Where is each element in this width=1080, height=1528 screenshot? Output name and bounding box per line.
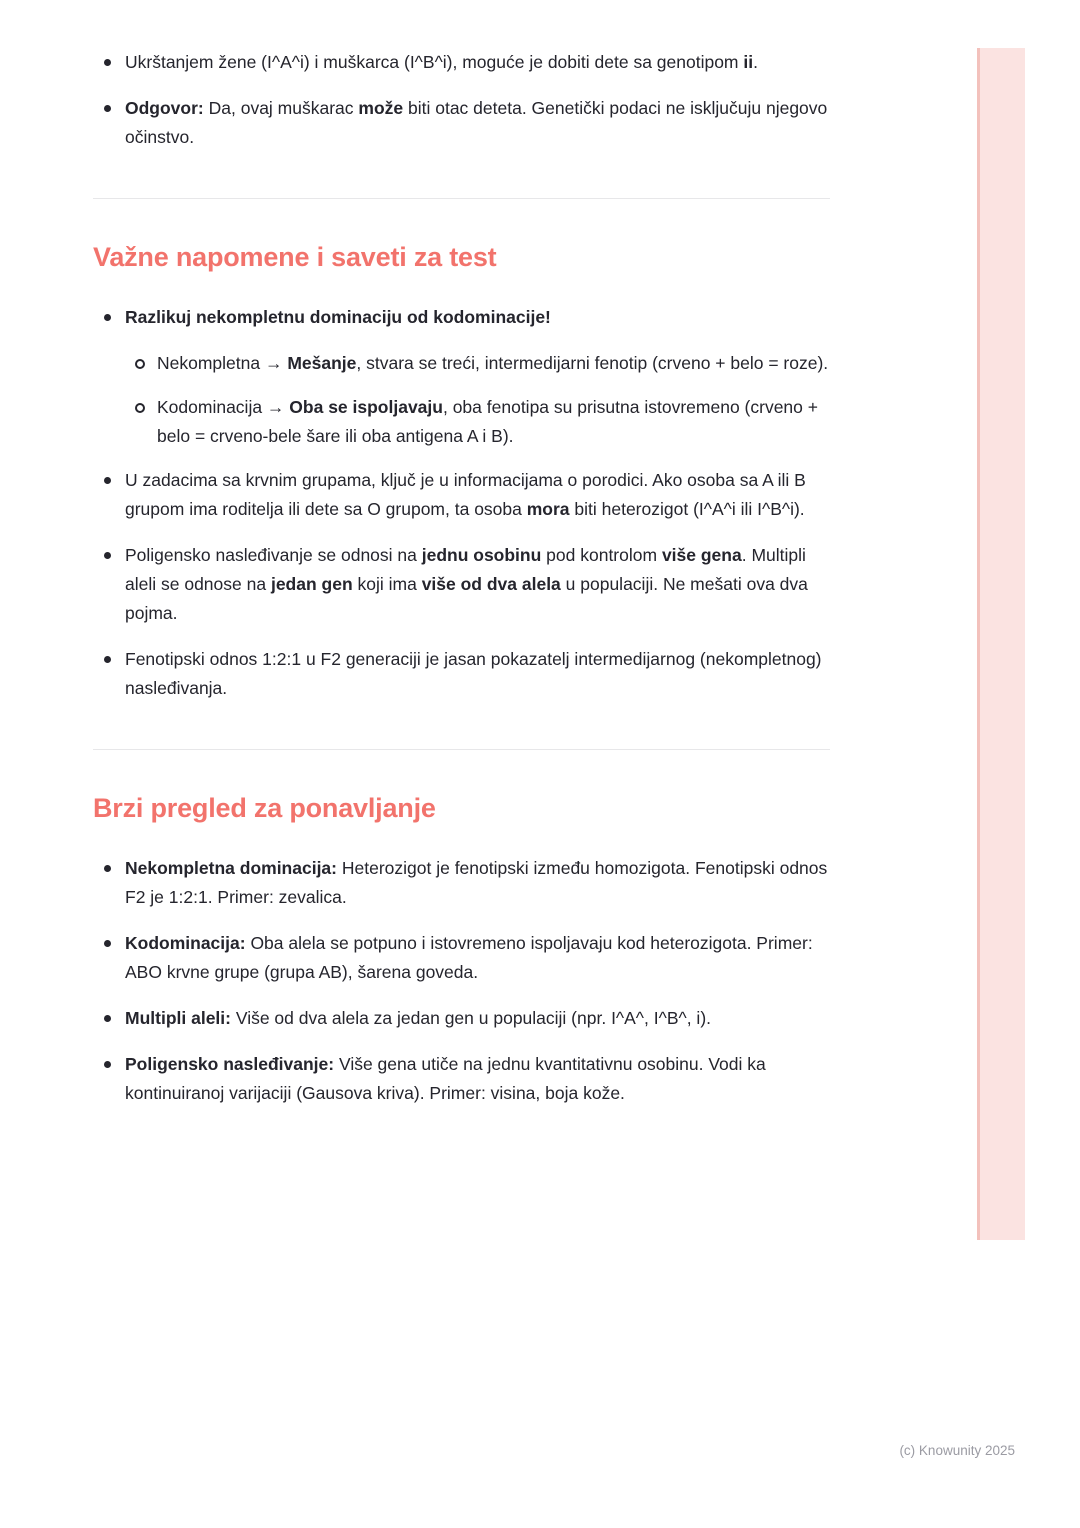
document-content [93, 48, 833, 1125]
notes-list [93, 303, 833, 703]
list-item-text: Kodominacija → Oba se ispoljavaju, oba fenotipa su prisutna istovremeno (crveno + belo = crveno-bele šare ili oba antigena A i B). [157, 397, 818, 446]
bullet-icon [104, 105, 111, 112]
bullet-item [93, 1004, 833, 1033]
section-title-notes: Važne napomene i saveti za test [93, 242, 497, 272]
list-item-text: Multipli aleli: Više od dva alela za jedan gen u populaciji (npr. I^A^, I^B^, i). [125, 1008, 712, 1028]
circle-bullet-icon [135, 403, 145, 413]
bullet-item [93, 1050, 833, 1108]
list-item-text: U zadacima sa krvnim grupama, ključ je u informacijama o porodici. Ako osoba sa A ili B grupom ima roditelja ili dete sa O grupom, ta osoba mora biti heterozigot (I^A^i ili I^B^i). [125, 470, 806, 519]
bullet-icon [104, 1015, 111, 1022]
intro-list [93, 48, 833, 152]
list-item-text: Nekompletna → Mešanje, stvara se treći, intermedijarni fenotip (crveno + belo = roze). [157, 353, 829, 373]
list-item-text: Razlikuj nekompletnu dominaciju od kodominacije! [125, 307, 551, 327]
footer-copyright: (c) Knowunity 2025 [899, 1443, 1015, 1458]
list-item-text: Odgovor: Da, ovaj muškarac može biti otac deteta. Genetički podaci ne isključuju njegovo očinstvo. [125, 98, 828, 147]
list-item-text: Poligensko nasleđivanje: Više gena utiče na jednu kvantitativnu osobinu. Vodi ka kontinuiranoj varijaciji (Gausova kriva). Primer: visina, boja kože. [125, 1054, 766, 1103]
list-item-text: Nekompletna dominacija: Heterozigot je fenotipski između homozigota. Fenotipski odnos F2 je 1:2:1. Primer: zevalica. [125, 858, 828, 907]
bullet-icon [104, 865, 111, 872]
sub-bullet-item [93, 393, 833, 451]
bullet-icon [104, 59, 111, 66]
list-item-text: Kodominacija: Oba alela se potpuno i istovremeno ispoljavaju kod heterozigota. Primer: ABO krvne grupe (grupa AB), šarena goveda. [125, 933, 813, 982]
bullet-icon [104, 1061, 111, 1068]
bullet-item [93, 541, 833, 628]
bullet-item [93, 854, 833, 912]
bullet-item [93, 929, 833, 987]
section-divider [93, 749, 830, 750]
list-item-text: Ukrštanjem žene (I^A^i) i muškarca (I^B^i), moguće je dobiti dete sa genotipom ii. [125, 52, 758, 72]
bullet-icon [104, 552, 111, 559]
bullet-item [93, 466, 833, 524]
review-list [93, 854, 833, 1108]
bullet-icon [104, 940, 111, 947]
section-title-review: Brzi pregled za ponavljanje [93, 793, 436, 823]
section-divider [93, 198, 830, 199]
bullet-icon [104, 656, 111, 663]
circle-bullet-icon [135, 359, 145, 369]
sub-bullet-item [93, 349, 833, 378]
page-edge-stripe [977, 48, 1025, 1240]
list-item-text: Fenotipski odnos 1:2:1 u F2 generaciji je jasan pokazatelj intermedijarnog (nekompletnog) nasleđivanja. [125, 649, 822, 698]
bullet-item [93, 645, 833, 703]
list-item-text: Poligensko nasleđivanje se odnosi na jednu osobinu pod kontrolom više gena. Multipli aleli se odnose na jedan gen koji ima više od dva alela u populaciji. Ne mešati ova dva pojma. [125, 545, 808, 623]
bullet-item [93, 94, 833, 152]
bullet-icon [104, 477, 111, 484]
bullet-icon [104, 314, 111, 321]
bullet-item [93, 48, 833, 77]
bullet-item [93, 303, 833, 332]
